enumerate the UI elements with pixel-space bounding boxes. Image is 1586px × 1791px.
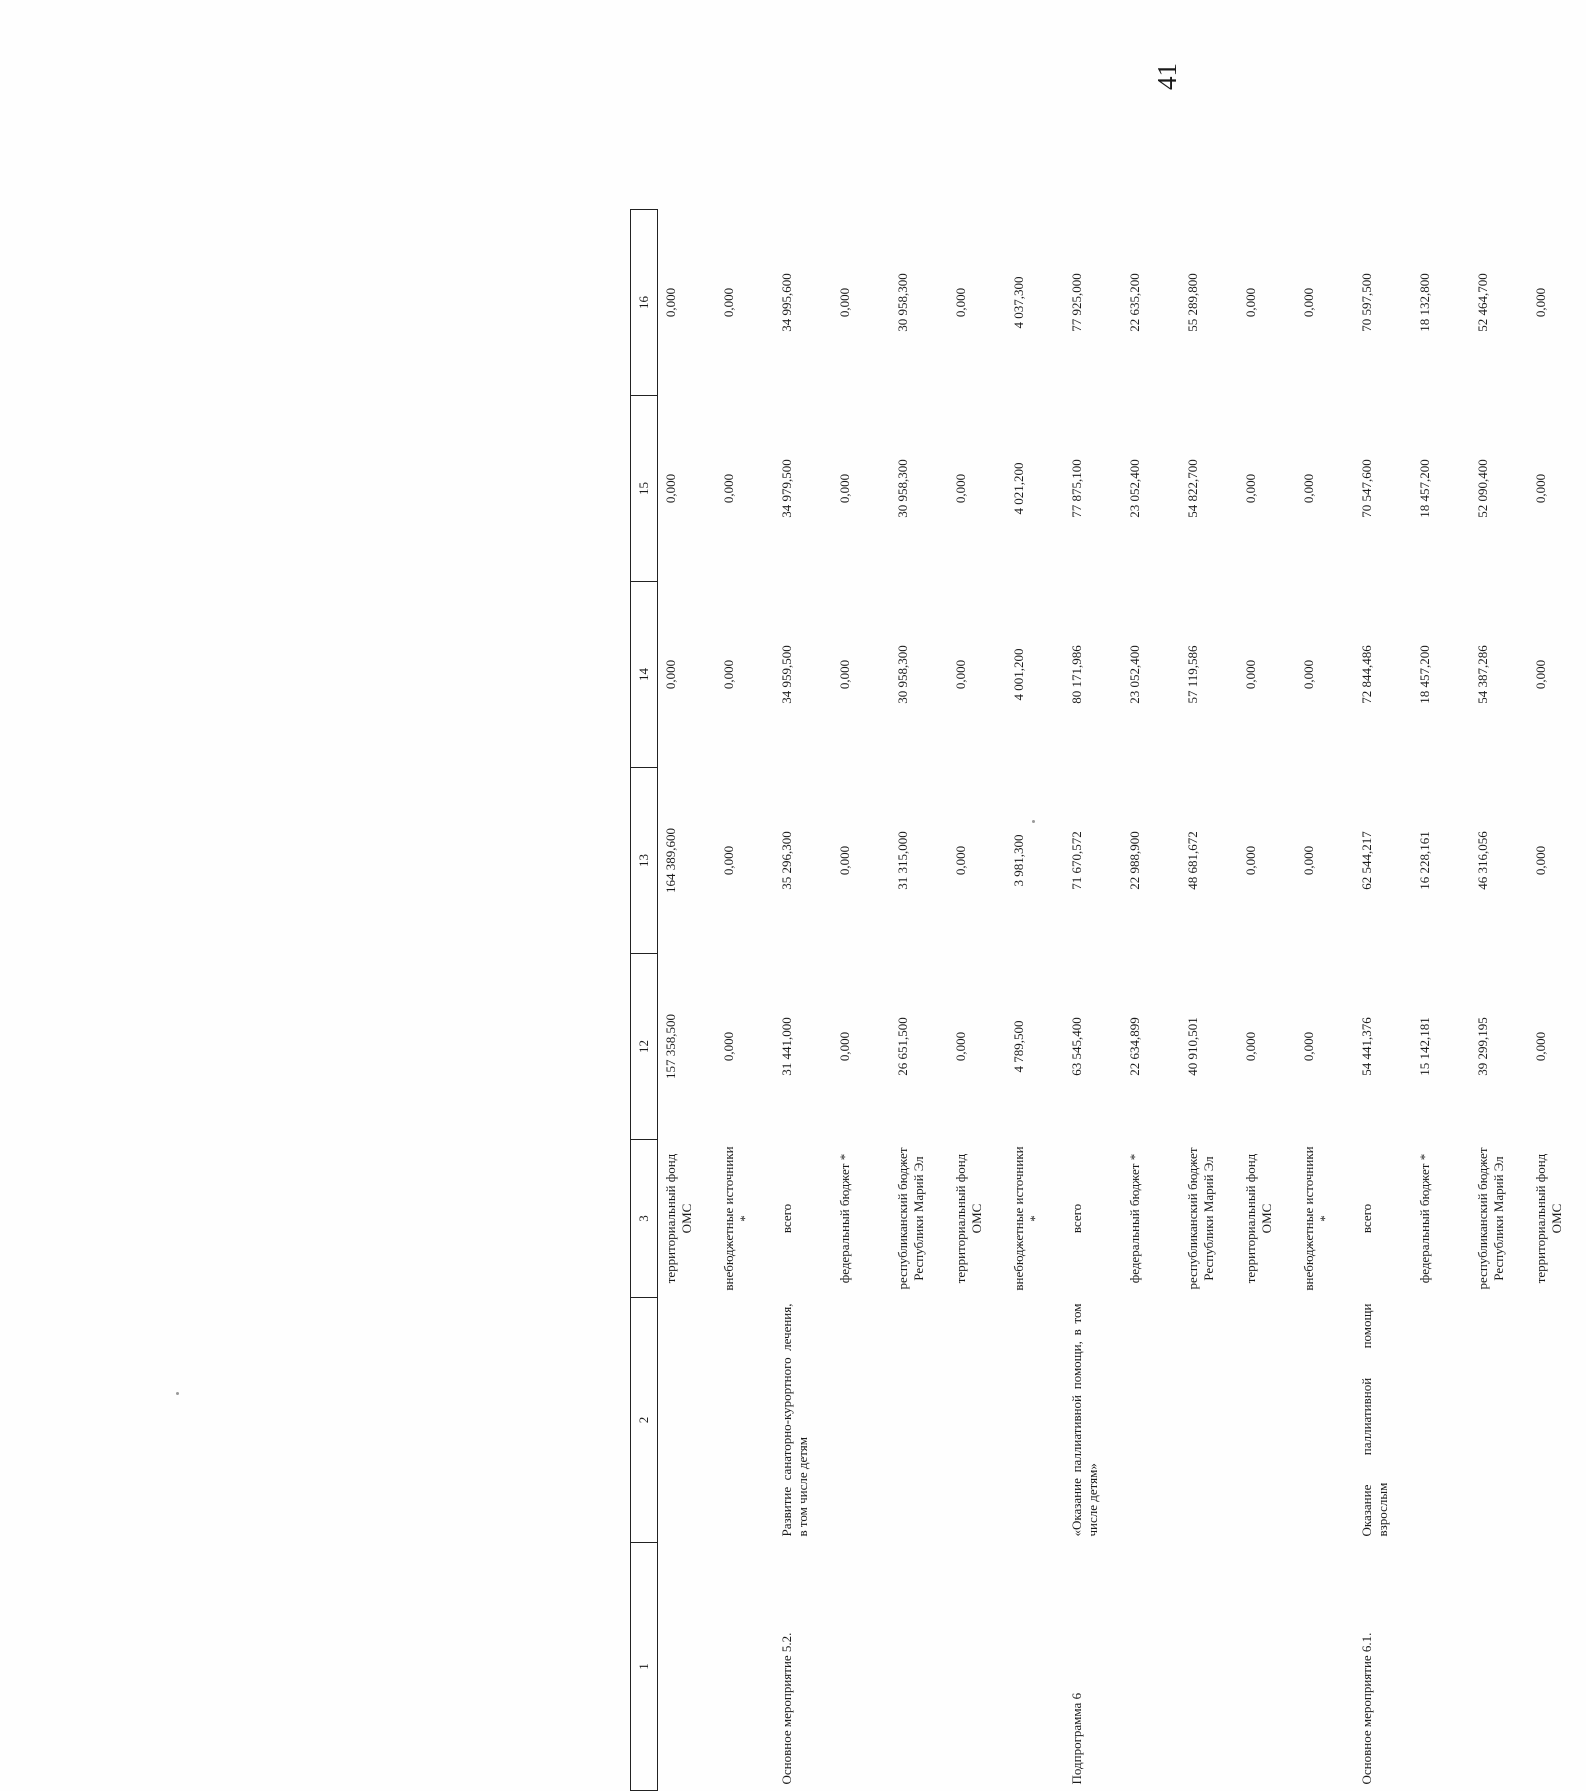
funding-source-cell: всего — [1358, 1203, 1374, 1234]
amount-cell: 0,000 — [663, 659, 678, 690]
amount-cell: 80 171,986 — [1068, 645, 1084, 704]
table-row — [774, 210, 832, 1791]
funding-source-cell: федеральный бюджет * — [1126, 1153, 1142, 1284]
description-cell — [658, 1298, 716, 1543]
amount-cell: 164 389,600 — [663, 828, 678, 893]
amount-cell: 4 037,300 — [1010, 276, 1026, 329]
funding-source-cell: внебюджетные источники * — [1300, 1146, 1332, 1291]
amount-cell: 15 142,181 — [1416, 1017, 1432, 1076]
amount-cell: 0,000 — [1532, 659, 1548, 690]
header-row — [631, 210, 658, 1791]
funding-source-cell: территориальный фонд ОМС — [1242, 1153, 1274, 1284]
table-row — [1528, 210, 1586, 1791]
description-cell — [1470, 1298, 1528, 1543]
column-header-1: 1 — [631, 1543, 658, 1791]
amount-cell: 0,000 — [720, 1031, 736, 1062]
amount-cell: 0,000 — [663, 473, 678, 504]
amount-cell: 4 001,200 — [1010, 648, 1026, 701]
amount-cell: 0,000 — [1300, 1031, 1316, 1062]
amount-cell: 35 296,300 — [778, 831, 794, 890]
event-cell — [832, 1543, 890, 1791]
amount-cell: 0,000 — [1300, 473, 1316, 504]
description-cell — [890, 1298, 948, 1543]
description-cell — [1296, 1298, 1354, 1543]
table-row — [1470, 210, 1528, 1791]
amount-cell: 77 875,100 — [1068, 459, 1084, 518]
financing-table — [630, 209, 1586, 1791]
event-cell — [658, 1543, 716, 1791]
description-cell — [1122, 1298, 1180, 1543]
amount-cell: 57 119,586 — [1184, 645, 1200, 704]
amount-cell: 4 789,500 — [1010, 1020, 1026, 1073]
amount-cell: 18 457,200 — [1416, 459, 1432, 518]
amount-cell: 34 995,600 — [778, 273, 794, 332]
amount-cell: 31 441,000 — [778, 1017, 794, 1076]
event-cell — [1470, 1543, 1528, 1791]
amount-cell: 54 822,700 — [1184, 459, 1200, 518]
amount-cell: 30 958,300 — [894, 273, 910, 332]
amount-cell: 0,000 — [952, 287, 968, 318]
funding-source-cell: всего — [1068, 1203, 1084, 1234]
description-cell — [716, 1298, 774, 1543]
description-cell — [1180, 1298, 1238, 1543]
amount-cell: 0,000 — [1242, 287, 1258, 318]
amount-cell: 26 651,500 — [894, 1017, 910, 1076]
funding-source-cell: федеральный бюджет * — [836, 1153, 852, 1284]
event-cell — [948, 1543, 1006, 1791]
scan-speck — [1032, 820, 1035, 823]
funding-source-cell: всего — [778, 1203, 794, 1234]
amount-cell: 0,000 — [836, 1031, 852, 1062]
description-cell — [1238, 1298, 1296, 1543]
funding-source-cell: территориальный фонд ОМС — [663, 1153, 694, 1284]
amount-cell: 54 441,376 — [1358, 1017, 1374, 1076]
amount-cell: 3 981,300 — [1010, 834, 1026, 887]
amount-cell: 0,000 — [836, 845, 852, 876]
amount-cell: 0,000 — [720, 845, 736, 876]
rotated-financing-table-sheet — [630, 209, 1564, 1791]
amount-cell: 0,000 — [952, 845, 968, 876]
description-cell — [1528, 1298, 1586, 1543]
table-row — [1122, 210, 1180, 1791]
amount-cell: 52 464,700 — [1474, 273, 1490, 332]
page-number: 41 — [1152, 63, 1182, 90]
funding-source-cell: федеральный бюджет * — [1416, 1153, 1432, 1284]
table-header — [631, 210, 658, 1791]
amount-cell: 0,000 — [1242, 659, 1258, 690]
amount-cell: 77 925,000 — [1068, 273, 1084, 332]
amount-cell: 0,000 — [720, 287, 736, 318]
amount-cell: 0,000 — [720, 473, 736, 504]
column-header-2: 2 — [631, 1298, 658, 1543]
funding-source-cell: территориальный фонд ОМС — [952, 1153, 984, 1284]
event-cell: Подпрограмма 6 — [1068, 1692, 1084, 1785]
amount-cell: 0,000 — [1300, 845, 1316, 876]
amount-cell: 46 316,056 — [1474, 831, 1490, 890]
amount-cell: 23 052,400 — [1126, 645, 1142, 704]
column-header-12: 12 — [631, 954, 658, 1140]
column-header-13: 13 — [631, 768, 658, 954]
table-row — [948, 210, 1006, 1791]
column-header-3: 3 — [631, 1140, 658, 1298]
amount-cell: 157 358,500 — [663, 1014, 678, 1079]
table-body — [658, 210, 1586, 1791]
table-row — [1412, 210, 1470, 1791]
scan-speck — [176, 1392, 179, 1395]
funding-source-cell: внебюджетные источники * — [1010, 1146, 1042, 1291]
amount-cell: 22 988,900 — [1126, 831, 1142, 890]
event-cell — [1122, 1543, 1180, 1791]
table-row — [1296, 210, 1354, 1791]
amount-cell: 0,000 — [1300, 659, 1316, 690]
amount-cell: 0,000 — [836, 473, 852, 504]
table-row — [716, 210, 774, 1791]
amount-cell: 23 052,400 — [1126, 459, 1142, 518]
amount-cell: 48 681,672 — [1184, 831, 1200, 890]
amount-cell: 18 132,800 — [1416, 273, 1432, 332]
amount-cell: 39 299,195 — [1474, 1017, 1490, 1076]
table-row — [832, 210, 890, 1791]
amount-cell: 63 545,400 — [1068, 1017, 1084, 1076]
event-cell — [1238, 1543, 1296, 1791]
amount-cell: 0,000 — [1532, 845, 1548, 876]
event-cell — [716, 1543, 774, 1791]
amount-cell: 40 910,501 — [1184, 1017, 1200, 1076]
funding-source-cell: республиканский бюджет Республики Марий Эл — [894, 1147, 926, 1290]
amount-cell: 34 959,500 — [778, 645, 794, 704]
amount-cell: 70 547,600 — [1358, 459, 1374, 518]
table-row — [1354, 210, 1412, 1791]
event-cell — [890, 1543, 948, 1791]
description-cell: Оказание паллиативной помощи взрослым — [1358, 1303, 1390, 1537]
amount-cell: 34 979,500 — [778, 459, 794, 518]
amount-cell: 0,000 — [952, 473, 968, 504]
table-row — [1064, 210, 1122, 1791]
table-row — [1238, 210, 1296, 1791]
amount-cell: 0,000 — [836, 659, 852, 690]
event-cell — [1180, 1543, 1238, 1791]
description-cell — [1412, 1298, 1470, 1543]
event-cell: Основное мероприятие 5.2. — [778, 1632, 794, 1785]
amount-cell: 55 289,800 — [1184, 273, 1200, 332]
description-cell — [948, 1298, 1006, 1543]
amount-cell: 16 228,161 — [1416, 831, 1432, 890]
description-cell: «Оказание паллиативной помощи, в том числе детям» — [1068, 1303, 1100, 1537]
table-row — [890, 210, 948, 1791]
amount-cell: 62 544,217 — [1358, 831, 1374, 890]
event-cell — [1296, 1543, 1354, 1791]
amount-cell: 70 597,500 — [1358, 273, 1374, 332]
amount-cell: 0,000 — [952, 1031, 968, 1062]
event-cell — [1528, 1543, 1586, 1791]
event-cell — [1412, 1543, 1470, 1791]
amount-cell: 0,000 — [1532, 473, 1548, 504]
amount-cell: 31 315,000 — [894, 831, 910, 890]
amount-cell: 0,000 — [720, 659, 736, 690]
funding-source-cell: внебюджетные источники * — [720, 1146, 752, 1291]
amount-cell: 0,000 — [1300, 287, 1316, 318]
table-row — [658, 210, 716, 1791]
amount-cell: 71 670,572 — [1068, 831, 1084, 890]
funding-source-cell: территориальный фонд ОМС — [1532, 1153, 1564, 1284]
column-header-16: 16 — [631, 210, 658, 396]
amount-cell: 22 634,899 — [1126, 1017, 1142, 1076]
description-cell — [1006, 1298, 1064, 1543]
amount-cell: 0,000 — [1532, 1031, 1548, 1062]
amount-cell: 0,000 — [1242, 845, 1258, 876]
amount-cell: 0,000 — [1242, 473, 1258, 504]
table-row — [1006, 210, 1064, 1791]
amount-cell: 0,000 — [836, 287, 852, 318]
amount-cell: 4 021,200 — [1010, 462, 1026, 515]
amount-cell: 30 958,300 — [894, 459, 910, 518]
column-header-14: 14 — [631, 582, 658, 768]
amount-cell: 52 090,400 — [1474, 459, 1490, 518]
amount-cell: 0,000 — [663, 287, 678, 318]
event-cell — [1006, 1543, 1064, 1791]
amount-cell: 22 635,200 — [1126, 273, 1142, 332]
amount-cell: 72 844,486 — [1358, 645, 1374, 704]
column-header-15: 15 — [631, 396, 658, 582]
amount-cell: 54 387,286 — [1474, 645, 1490, 704]
amount-cell: 18 457,200 — [1416, 645, 1432, 704]
funding-source-cell: республиканский бюджет Республики Марий Эл — [1474, 1147, 1506, 1290]
amount-cell: 30 958,300 — [894, 645, 910, 704]
table-row — [1180, 210, 1238, 1791]
funding-source-cell: республиканский бюджет Республики Марий Эл — [1184, 1147, 1216, 1290]
description-cell — [832, 1298, 890, 1543]
amount-cell: 0,000 — [1242, 1031, 1258, 1062]
amount-cell: 0,000 — [1532, 287, 1548, 318]
amount-cell: 0,000 — [952, 659, 968, 690]
description-cell: Развитие санаторно-курортного лечения, в том числе детям — [778, 1303, 810, 1537]
event-cell: Основное мероприятие 6.1. — [1358, 1632, 1374, 1785]
